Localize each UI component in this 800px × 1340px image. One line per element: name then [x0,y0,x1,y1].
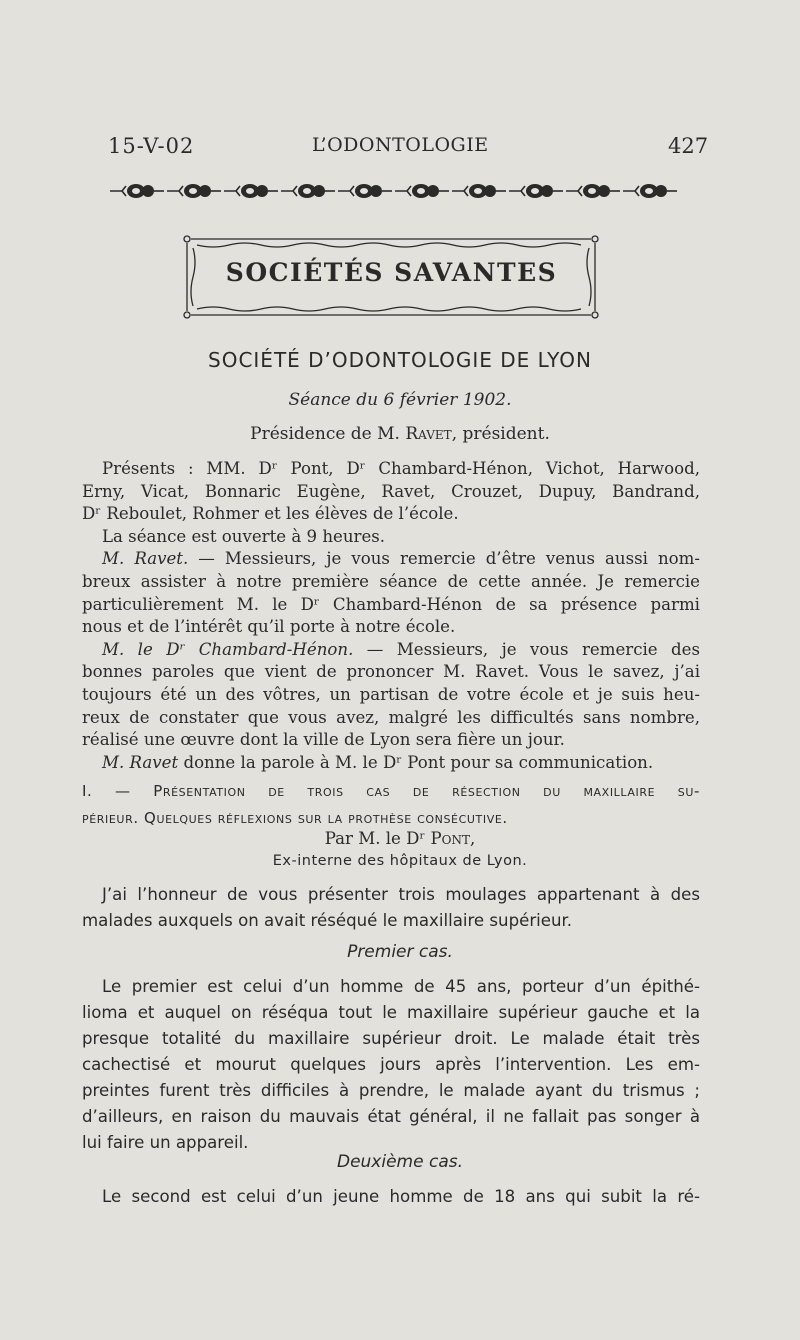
case-1-line-7: lui faire un appareil. [82,1133,249,1152]
case-1-line-3: presque totalité du maxillaire supérieur droit. Le malade était très [82,1029,700,1048]
ravet-donne-line: M. Ravet donne la parole à M. le Dʳ Pont pour sa communication. [102,752,654,772]
author-affiliation: Ex-interne des hôpitaux de Lyon. [272,853,528,869]
presents-line-1: Présents : MM. Dʳ Pont, Dʳ Chambard-Hénon, Vichot, Harwood, [102,459,700,478]
session-opened: La séance est ouverte à 9 heures. [102,526,386,546]
communication-title-line-2: périeur. Quelques réflexions sur la prothèse consécutive. [82,809,508,827]
ravet-line-2: breux assister à notre première séance de cette année. Je remercie [82,571,700,591]
chambard-line-5: réalisé une œuvre dont la ville de Lyon sera fière un jour. [82,730,565,750]
ravet-line-3: particulièrement M. le Dʳ Chambard-Hénon de sa présence parmi [82,594,700,614]
section-heading: SOCIÉTÉS SAVANTES [225,258,558,287]
case-1-paragraph [82,974,700,1156]
case-1-line-1: Le premier est celui d’un homme de 45 ans, porteur d’un épithé- [102,977,700,996]
ravet-line-1: M. Ravet. — Messieurs, je vous remercie d’être venus aussi nom- [102,549,700,569]
case-1-line-6: d’ailleurs, en raison du mauvais état général, il ne fallait pas songer à [82,1107,700,1126]
minutes-text [82,458,700,774]
communication-title [82,778,700,832]
case-1-line-2: lioma et auquel on réséqua tout le maxillaire supérieur gauche et la [82,1003,700,1022]
presidency-line: Présidence de M. Ravet, président. [250,424,550,444]
chambard-line-4: reux de constater que vous avez, malgré les difficultés sans nombre, [82,707,700,727]
presents-line-3: Dʳ Reboulet, Rohmer et les élèves de l’école. [82,504,459,524]
ornament-rule [108,180,690,202]
intro-line-2: malades auxquels on avait réséqué le maxillaire supérieur. [82,911,573,930]
case-1-line-4: cachectisé et mourut quelques jours après l’intervention. Les em- [82,1055,700,1074]
chambard-line-1: M. le Dʳ Chambard-Hénon. — Messieurs, je vous remercie des [102,639,700,659]
page-number: 427 [668,134,709,158]
communication-title-line-1: I. — Présentation de trois cas de résection du maxillaire su- [82,782,700,800]
chambard-line-3: toujours été un des vôtres, un partisan de votre école et je suis heu- [82,684,700,704]
author-line: Par M. le Dʳ Pont, [324,829,476,848]
ravet-line-4: nous et de l’intérêt qu’il porte à notre école. [82,617,456,637]
case-2-heading: Deuxième cas. [336,1152,463,1172]
intro-line-1: J’ai l’honneur de vous présenter trois moulages appartenant à des [102,885,700,904]
session-date: Séance du 6 février 1902. [288,390,512,410]
case-2-paragraph [82,1184,700,1210]
case-2-line-1: Le second est celui d’un jeune homme de 18 ans qui subit la ré- [102,1187,700,1206]
society-name: SOCIÉTÉ D’ODONTOLOGIE DE LYON [208,348,592,372]
chambard-line-2: bonnes paroles que vient de prononcer M. Ravet. Vous le savez, j’ai [82,662,700,682]
case-1-heading: Premier cas. [347,942,453,962]
running-title: L’ODONTOLOGIE [312,134,489,156]
intro-paragraph [82,882,700,934]
case-1-line-5: preintes furent très difficiles à prendre, le malade ayant du trismus ; [82,1081,700,1100]
presents-line-2: Erny, Vicat, Bonnaric Eugène, Ravet, Crouzet, Dupuy, Bandrand, [82,481,700,501]
page-date: 15-V-02 [108,134,195,158]
